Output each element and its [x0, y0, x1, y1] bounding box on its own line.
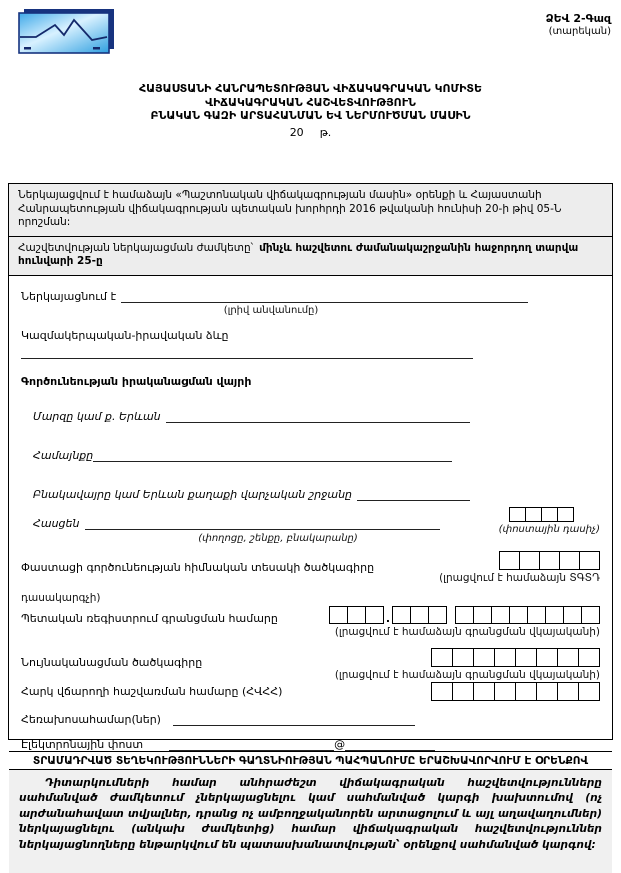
presented-by-row: [21, 290, 600, 303]
region-row: [33, 410, 600, 423]
box-cell[interactable]: [578, 682, 600, 701]
region-label: Մարզը կամ ք. Երևան: [33, 410, 161, 423]
phone-label: Հեռախոսահամար(ներ): [21, 713, 161, 726]
box-cell[interactable]: [579, 551, 600, 570]
register-right: [329, 606, 600, 638]
box-cell[interactable]: [557, 507, 574, 522]
report-year-line: [0, 126, 621, 140]
id-code-row: [21, 648, 600, 681]
form-code-block: [546, 12, 611, 38]
activity-code-right: [439, 551, 600, 584]
id-code-boxes[interactable]: [431, 648, 600, 667]
box-cell[interactable]: [347, 606, 366, 624]
report-type-title: ՎԻՃԱԿԱԳՐԱԿԱՆ ՀԱՇՎԵՏՎՈՒԹՅՈՒՆ: [0, 96, 621, 110]
id-code-right: [335, 648, 600, 681]
box-cell[interactable]: [473, 606, 492, 624]
settlement-row: [33, 488, 600, 501]
box-cell[interactable]: [509, 507, 526, 522]
activity-code-hint: (լրացվում է համաձայն ՏԳՏԴ: [439, 572, 600, 584]
box-cell[interactable]: [473, 682, 495, 701]
year-prefix: 20: [290, 126, 304, 139]
community-row: [33, 449, 600, 462]
phone-input-line[interactable]: [173, 714, 415, 726]
address-label: Հասցեն: [33, 517, 80, 530]
activity-code-boxes[interactable]: [499, 551, 600, 570]
activity-code-hint-cont: դասակարգչի): [21, 592, 600, 604]
box-cell[interactable]: [536, 682, 558, 701]
box-cell[interactable]: [431, 648, 453, 667]
box-cell[interactable]: [545, 606, 564, 624]
box-cell[interactable]: [515, 648, 537, 667]
box-cell[interactable]: [536, 648, 558, 667]
tin-label: Հարկ վճարողի հաշվառման համարը (ՀՎՀՀ): [21, 685, 282, 698]
liability-text: Դիտարկումների համար անհրաժեշտ վիճակագրական հաշվետվությունները սահմանված ժամկետում չներկայացնելու կամ սահմանված կարգի խախտումով (ոչ արժանահավատ տվյալներ, դրանց ոչ ամբողջականորեն արտացոլում և այլ աղավաղումներ) ներկայացնելու (անկախ ժամկետից) համար վիճակագրական հաշվետվություններ ներկայացնողները ենթարկվում են պատասխանատվության՝ օրենքով սահմանված կարգով:: [19, 776, 602, 854]
report-subject-title: ԲՆԱԿԱՆ ԳԱԶԻ ԱՐՏԱՀԱՆՄԱՆ ԵՎ ՆԵՐՄՈՒԾՄԱՆ ՄԱՍԻՆ: [0, 109, 621, 123]
settlement-label: Բնակավայրը կամ Երևան քաղաքի վարչական շրջանը: [33, 488, 352, 501]
box-cell[interactable]: [578, 648, 600, 667]
box-cell[interactable]: [452, 648, 474, 667]
box-cell[interactable]: [581, 606, 600, 624]
email-domain-input-line[interactable]: [345, 739, 435, 751]
register-hint: (լրացվում է համաձայն գրանցման վկայականի): [335, 626, 600, 638]
email-at-sign: @: [334, 738, 345, 751]
register-boxes[interactable]: [329, 606, 600, 624]
box-cell[interactable]: [519, 551, 540, 570]
confidentiality-title: ՏՐԱՄԱԴՐՎԱԾ ՏԵՂԵԿՈՒԹՅՈՒՆՆԵՐԻ ԳԱՂՏՆԻՈՒԹՅԱՆ ՊԱՀՊԱՆՈՒՄԸ ԵՐԱՇԽԱՎՈՐՎՈՒՄ Է ՕՐԵՆՔՈՎ: [9, 751, 612, 770]
box-cell[interactable]: [509, 606, 528, 624]
postal-hint: (փոստային դասիչ): [499, 524, 600, 536]
org-title: ՀԱՅԱՍՏԱՆԻ ՀԱՆՐԱՊԵՏՈՒԹՅԱՆ ՎԻՃԱԿԱԳՐԱԿԱՆ ԿՈՄԻՏԵ: [0, 82, 621, 96]
box-cell[interactable]: [563, 606, 582, 624]
postal-code-boxes[interactable]: [499, 507, 574, 522]
year-suffix: թ.: [320, 126, 332, 139]
deadline-label: Հաշվետվության ներկայացման ժամկետը՝: [18, 242, 253, 254]
legal-basis-notice: Ներկայացվում է համաձայն «Պաշտոնական վիճակագրության մասին» օրենքի և Հայաստանի Հանրապետության վիճակագրության պետական խորհրդի 2016 թվականի հունիսի 20-ի թիվ 05-Ն որոշման:: [9, 184, 612, 237]
id-code-hint: (լրացվում է համաձայն գրանցման վկայականի): [335, 669, 600, 681]
box-cell[interactable]: [539, 551, 560, 570]
box-cell[interactable]: [559, 551, 580, 570]
register-dot: .: [386, 614, 390, 624]
tin-boxes[interactable]: [431, 682, 600, 701]
presented-by-hint: (լրիվ անվանումը): [21, 305, 521, 317]
form-period: (տարեկան): [546, 25, 611, 38]
form-main-box: [8, 183, 613, 740]
legal-form-label: Կազմակերպական-իրավական ձևը: [21, 329, 600, 342]
box-cell[interactable]: [527, 606, 546, 624]
box-cell[interactable]: [392, 606, 411, 624]
postal-code-block: [499, 507, 600, 536]
box-cell[interactable]: [452, 682, 474, 701]
armstat-logo-icon: [17, 8, 116, 60]
form-body: [9, 276, 612, 751]
box-cell[interactable]: [499, 551, 520, 570]
phone-row: [21, 713, 600, 726]
legal-form-input-line[interactable]: [21, 358, 473, 359]
tin-row: [21, 682, 600, 701]
box-cell[interactable]: [557, 648, 579, 667]
box-cell[interactable]: [365, 606, 384, 624]
box-cell[interactable]: [428, 606, 447, 624]
address-row: [33, 517, 440, 530]
box-cell[interactable]: [494, 648, 516, 667]
form-code: ՁԵՎ 2-Գազ: [546, 12, 611, 25]
box-cell[interactable]: [491, 606, 510, 624]
activity-code-row: [21, 551, 600, 584]
address-input-line[interactable]: [85, 518, 441, 530]
register-boxes-a[interactable]: [329, 606, 384, 624]
box-cell[interactable]: [494, 682, 516, 701]
email-label: Էլեկտրոնային փոստ: [21, 738, 143, 751]
presented-by-label: Ներկայացնում է: [21, 290, 116, 303]
activity-code-label: Փաստացի գործունեության հիմնական տեսակի ծածկագիրը: [21, 551, 374, 574]
activity-location-title: Գործունեության իրականացման վայրի: [21, 375, 600, 388]
box-cell[interactable]: [525, 507, 542, 522]
form-titles: [0, 82, 621, 139]
box-cell[interactable]: [473, 648, 495, 667]
id-code-label: Նույնականացման ծածկագիրը: [21, 648, 202, 669]
box-cell[interactable]: [431, 682, 453, 701]
register-row: [21, 606, 600, 638]
box-cell[interactable]: [541, 507, 558, 522]
settlement-input-line[interactable]: [357, 489, 470, 501]
register-boxes-c[interactable]: [455, 606, 600, 624]
register-label: Պետական ռեգիստրում գրանցման համարը: [21, 606, 278, 625]
community-input-line[interactable]: [93, 450, 452, 462]
deadline-value: մինչև հաշվետու ժամանակաշրջանին հաջորդող տարվա հունվարի 25-ը: [18, 242, 578, 268]
email-local-input-line[interactable]: [169, 739, 334, 751]
box-cell[interactable]: [410, 606, 429, 624]
box-cell[interactable]: [557, 682, 579, 701]
box-cell[interactable]: [329, 606, 348, 624]
register-boxes-b[interactable]: [392, 606, 447, 624]
presented-by-input-line[interactable]: [121, 291, 528, 303]
box-cell[interactable]: [515, 682, 537, 701]
liability-notice: [9, 770, 612, 873]
deadline-notice: [9, 237, 612, 276]
region-input-line[interactable]: [166, 411, 470, 423]
address-block: [33, 517, 600, 545]
address-hint: (փողոցը, շենքը, բնակարանը): [88, 533, 468, 545]
community-label: Համայնքը: [33, 449, 93, 462]
box-cell[interactable]: [455, 606, 474, 624]
email-row: [21, 738, 600, 751]
